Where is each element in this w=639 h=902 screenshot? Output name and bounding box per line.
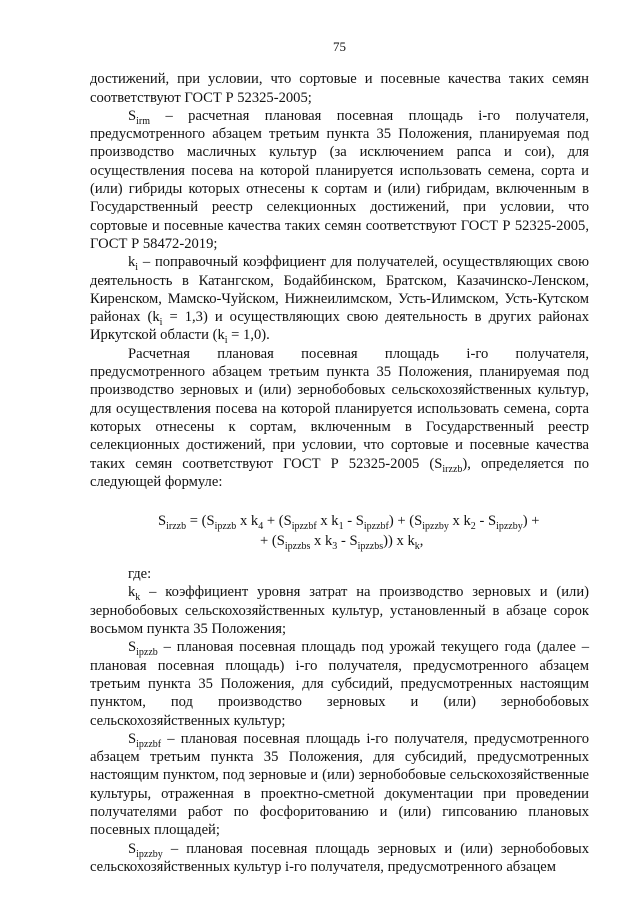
page-number: 75 xyxy=(333,39,346,54)
paragraph-s-ipzzby: $S_{ipzzby}$ – плановая посевная площадь зерновых и (или) зернобобовых сельскохозяйственных культур i-го получателя, предусмотренного абзацем xyxy=(90,840,589,875)
paragraph-s-ipzzb: $S_{ipzzb}$ – плановая посевная площадь под урожай текущего года (далее – плановая посевная площадь) i-го получателя, предусмотренного абзацем третьим пункта 35 Положения, для субсидий, предусмотренных настоящим пунктом, под производство зерновых и (или) зернобобовых сельскохозяйственных культур; xyxy=(90,639,589,729)
paragraph-s-ipzzbf: $S_{ipzzbf}$ – плановая посевная площадь i-го получателя, предусмотренного абзацем третьим пункта 35 Положения, для субсидий, предусмотренных настоящим пунктом, под зерновые и (или) зернобобовые сельскохозяйственные культуры, отраженная в проектно-сметной документации при проведении получателями работ по фосфоритованию и (или) гипсованию плановых посевных площадей; xyxy=(90,730,589,839)
where-label: где: xyxy=(128,566,152,583)
paragraph-k-k: $k_k$ – коэффициент уровня затрат на производство зерновых и (или) зернобобовых сельскохозяйственных культур, установленный в абзаце сорок восьмом пункта 35 Положения; xyxy=(90,584,589,638)
formula-line-1: $S_{irzzb} = (S_{ipzzb}$ x $k_4 + (S_{ipzzbf}$ x $k_1 - S_{ipzzbf}) + (S_{ipzzby}$ x $k_2 - S_{ipzzby}$) + xyxy=(158,513,540,533)
formula xyxy=(90,511,589,551)
formula-line-2: + ($S_{ipzzbs}$ x $k_3 - S_{ipzzbs}$)) x $k_k$, xyxy=(260,533,424,553)
paragraph-calculation: Расчетная плановая посевная площадь i-го получателя, предусмотренного абзацем третьим пункта 35 Положения, планируемая под производство зерновых и (или) зернобобовых сельскохозяйственных культур, для осуществления посева на которой планируется использовать семена, сорта которых отнесены к сортам, включенным в Государственный реестр селекционных достижений, при условии, что сортовые и посевные качества таких семян соответствуют ГОСТ Р 52325-2005 $(S_{irzzb})$, определяется по следующей формуле: xyxy=(90,345,589,490)
paragraph: достижений, при условии, что сортовые и посевные качества таких семян соответствуют ГОСТ Р 52325-2005; xyxy=(90,71,589,106)
paragraph-s-irm: $S_{irm}$ – расчетная плановая посевная площадь i-го получателя, предусмотренного абзацем третьим пункта 35 Положения, планируемая под производство масличных культур (за исключением рапса и сои), для осуществления посева на которой планируется использовать семена, сорта и (или) гибриды которых отнесены к сортам и (или) гибридам, включенным в Государственный реестр селекционных достижений, при условии, что сортовые и посевные качества таких семян соответствуют ГОСТ Р 52325-2005, ГОСТ Р 58472-2019; xyxy=(90,107,589,252)
paragraph-k-i: $k_i$ – поправочный коэффициент для получателей, осуществляющих свою деятельность в Катангском, Бодайбинском, Братском, Казачинско-Ленском, Киренском, Мамско-Чуйском, Нижнеилимском, Усть-Илимском, Усть-Кутском районах $(k_i = 1,3)$ и осуществляющих свою деятельность в других районах Иркутской области $(k_i = 1,0)$. xyxy=(90,254,589,347)
